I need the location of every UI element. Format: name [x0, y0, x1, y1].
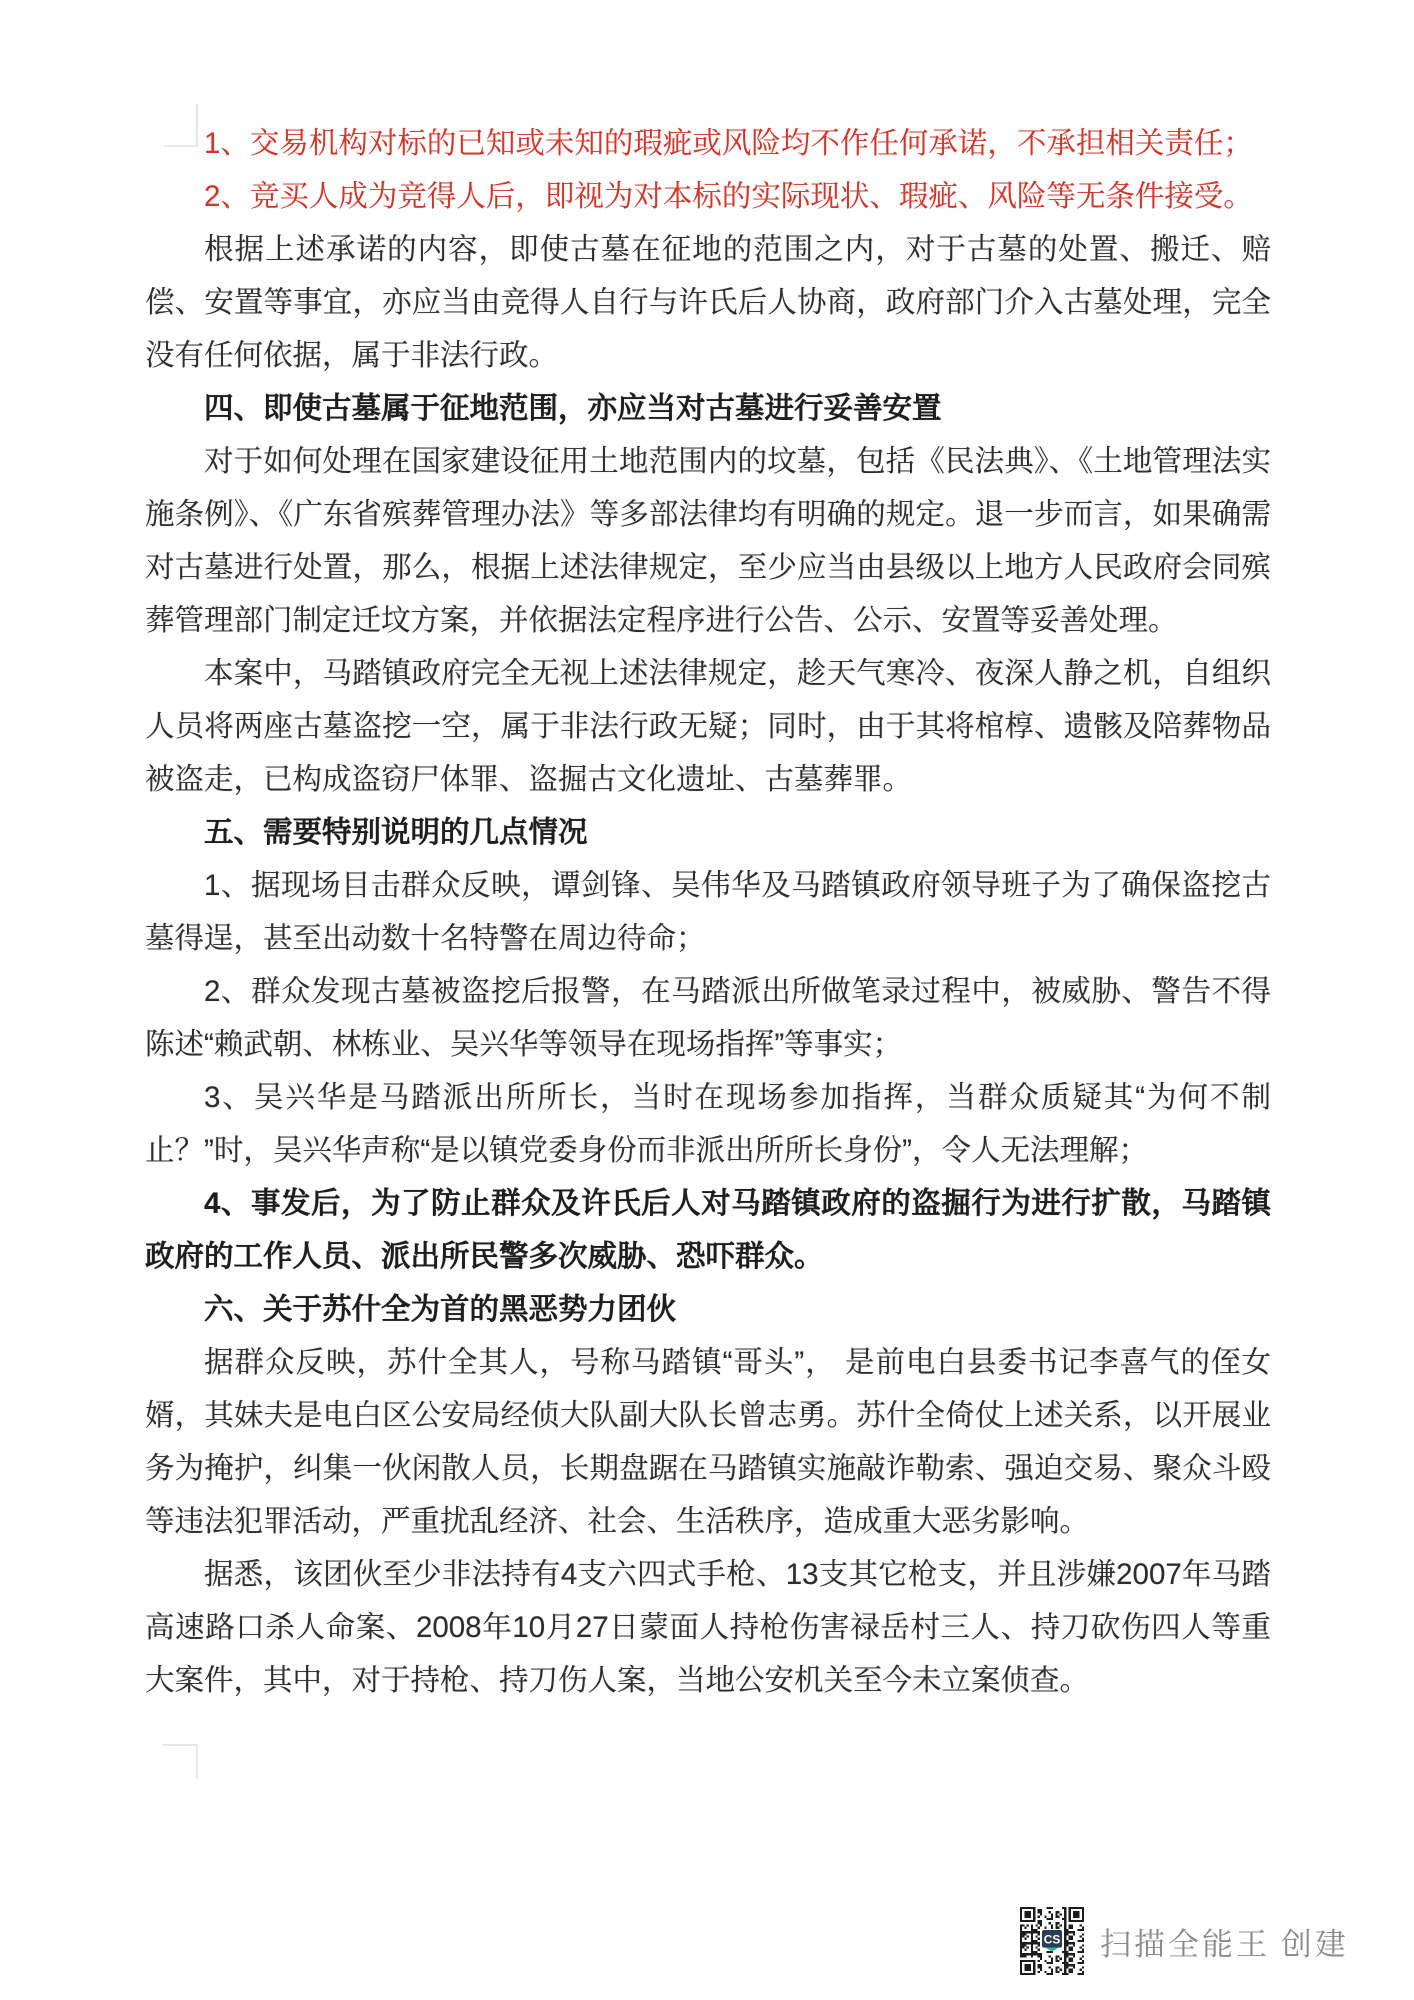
- point-1: 1、据现场目击群众反映，谭剑锋、吴伟华及马踏镇政府领导班子为了确保盗挖古墓得逞，甚至出动数十名特警在周边待命；: [145, 869, 1271, 955]
- paragraph-case-facts: 本案中，马踏镇政府完全无视上述法律规定，趁天气寒冷、夜深人静之机，自组织人员将两座古墓盗挖一空，属于非法行政无疑；同时，由于其将棺椁、遗骸及陪葬物品被盗走，已构成盗窃尸体罪、盗掘古文化遗址、古墓葬罪。: [145, 657, 1271, 796]
- section-heading-4: 四、即使古墓属于征地范围，亦应当对古墓进行妥善安置: [204, 392, 942, 425]
- point-2: 2、群众发现古墓被盗挖后报警，在马踏派出所做笔录过程中，被威胁、警告不得陈述“赖武朝、林栋业、吴兴华等领导在现场指挥”等事实；: [145, 975, 1271, 1061]
- point-4: 4、事发后，为了防止群众及许氏后人对马踏镇政府的盗掘行为进行扩散，马踏镇政府的工作人员、派出所民警多次威胁、恐吓群众。: [145, 1187, 1271, 1273]
- document-body: [145, 117, 1271, 1707]
- crop-mark-bottom-left: [163, 1744, 198, 1779]
- camscanner-watermark: [1020, 1906, 1349, 1976]
- watermark-text: 扫描全能王 创建: [1100, 1926, 1349, 1962]
- paragraph-gang-intro: 据群众反映，苏什全其人，号称马踏镇“哥头”， 是前电白县委书记李喜气的侄女婿，其妹夫是电白区公安局经侦大队副大队长曾志勇。苏什全倚仗上述关系，以开展业务为掩护，纠集一伙闲散人员，长期盘踞在马踏镇实施敲诈勒索、强迫交易、聚众斗殴等违法犯罪活动，严重扰乱经济、社会、生活秩序，造成重大恶劣影响。: [145, 1346, 1271, 1538]
- qr-code-icon: [1020, 1906, 1084, 1976]
- notice-clause-2: 2、竞买人成为竞得人后，即视为对本标的实际现状、瑕疵、风险等无条件接受。: [204, 180, 1253, 213]
- paragraph-gang-crimes: 据悉，该团伙至少非法持有4支六四式手枪、13支其它枪支，并且涉嫌2007年马踏高速路口杀人命案、2008年10月27日蒙面人持枪伤害禄岳村三人、持刀砍伤四人等重大案件，其中，对于持枪、持刀伤人案，当地公安机关至今未立案侦查。: [145, 1558, 1271, 1697]
- section-heading-5: 五、需要特别说明的几点情况: [204, 816, 588, 849]
- paragraph-conclusion: 根据上述承诺的内容，即使古墓在征地的范围之内，对于古墓的处置、搬迁、赔偿、安置等事宜，亦应当由竞得人自行与许氏后人协商，政府部门介入古墓处理，完全没有任何依据，属于非法行政。: [145, 233, 1271, 372]
- section-heading-6: 六、关于苏什全为首的黑恶势力团伙: [204, 1293, 677, 1326]
- svg-text:CS: CS: [1043, 1932, 1061, 1947]
- point-3: 3、吴兴华是马踏派出所所长，当时在现场参加指挥，当群众质疑其“为何不制止？”时，吴兴华声称“是以镇党委身份而非派出所所长身份”，令人无法理解；: [145, 1081, 1271, 1167]
- notice-clause-1: 1、交易机构对标的已知或未知的瑕疵或风险均不作任何承诺，不承担相关责任；: [204, 127, 1253, 160]
- paragraph-law-basis: 对于如何处理在国家建设征用土地范围内的坟墓，包括《民法典》、《土地管理法实施条例》、《广东省殡葬管理办法》等多部法律均有明确的规定。退一步而言，如果确需对古墓进行处置，那么，根据上述法律规定，至少应当由县级以上地方人民政府会同殡葬管理部门制定迁坟方案，并依据法定程序进行公告、公示、安置等妥善处理。: [145, 445, 1271, 637]
